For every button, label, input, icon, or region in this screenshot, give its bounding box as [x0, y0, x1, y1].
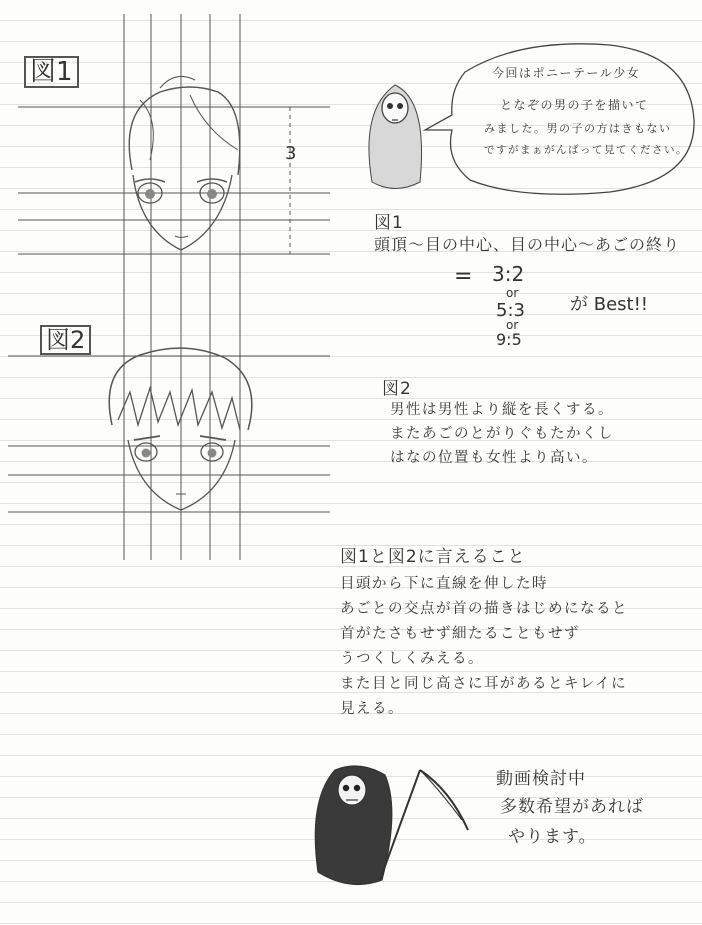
speech-bubble-line-2: となぞの男の子を描いて	[500, 98, 649, 112]
note1-ratio-2: 5:3	[496, 300, 525, 321]
note4-line-1: 動画検討中	[496, 769, 586, 789]
note3-title: 図1と図2に言えること	[340, 547, 526, 567]
note1-ratio-1: 3:2	[492, 262, 525, 286]
speech-bubble-line-4: ですがまぁがんばって見てください。	[484, 144, 688, 156]
note1-best: が Best!!	[570, 294, 649, 315]
note3-line-6: 見える。	[340, 701, 404, 717]
figure1-label: 図1	[24, 56, 79, 88]
note3-line-3: 首がたさもせず細たることもせず	[340, 626, 580, 642]
note2-line-2: またあごのとがりぐもたかくし	[390, 426, 614, 442]
note3-line-1: 目頭から下に直線を伸した時	[340, 576, 548, 592]
note4-line-3: やります。	[508, 827, 597, 847]
note1-ratio-or-1: or	[506, 286, 519, 300]
note2-title: 図2	[382, 379, 412, 399]
note2-line-3: はなの位置も女性より高い。	[390, 450, 598, 466]
note3-line-5: また目と同じ高さに耳があるとキレイに	[340, 676, 628, 692]
figure1-measure-label: 3	[285, 143, 297, 164]
speech-bubble-line-3: みました。男の子の方はきもない	[484, 122, 672, 135]
note3-line-4: うつくしくみえる。	[340, 651, 484, 667]
note1-title: 図1	[374, 213, 404, 233]
note1-line: 頭頂〜目の中心、目の中心〜あごの終り	[374, 235, 681, 254]
note1-ratio-or-2: or	[506, 318, 519, 332]
note1-eq-sign: =	[454, 264, 473, 289]
note2-line-1: 男性は男性より縦を長くする。	[390, 402, 614, 418]
figure2-label: 図2	[40, 325, 91, 355]
note1-ratio-3: 9:5	[496, 330, 522, 349]
note4-line-2: 多数希望があれば	[500, 797, 644, 817]
speech-bubble-line-1: 今回はポニーテール少女	[492, 66, 641, 80]
note3-line-2: あごとの交点が首の描きはじめになると	[340, 601, 628, 617]
